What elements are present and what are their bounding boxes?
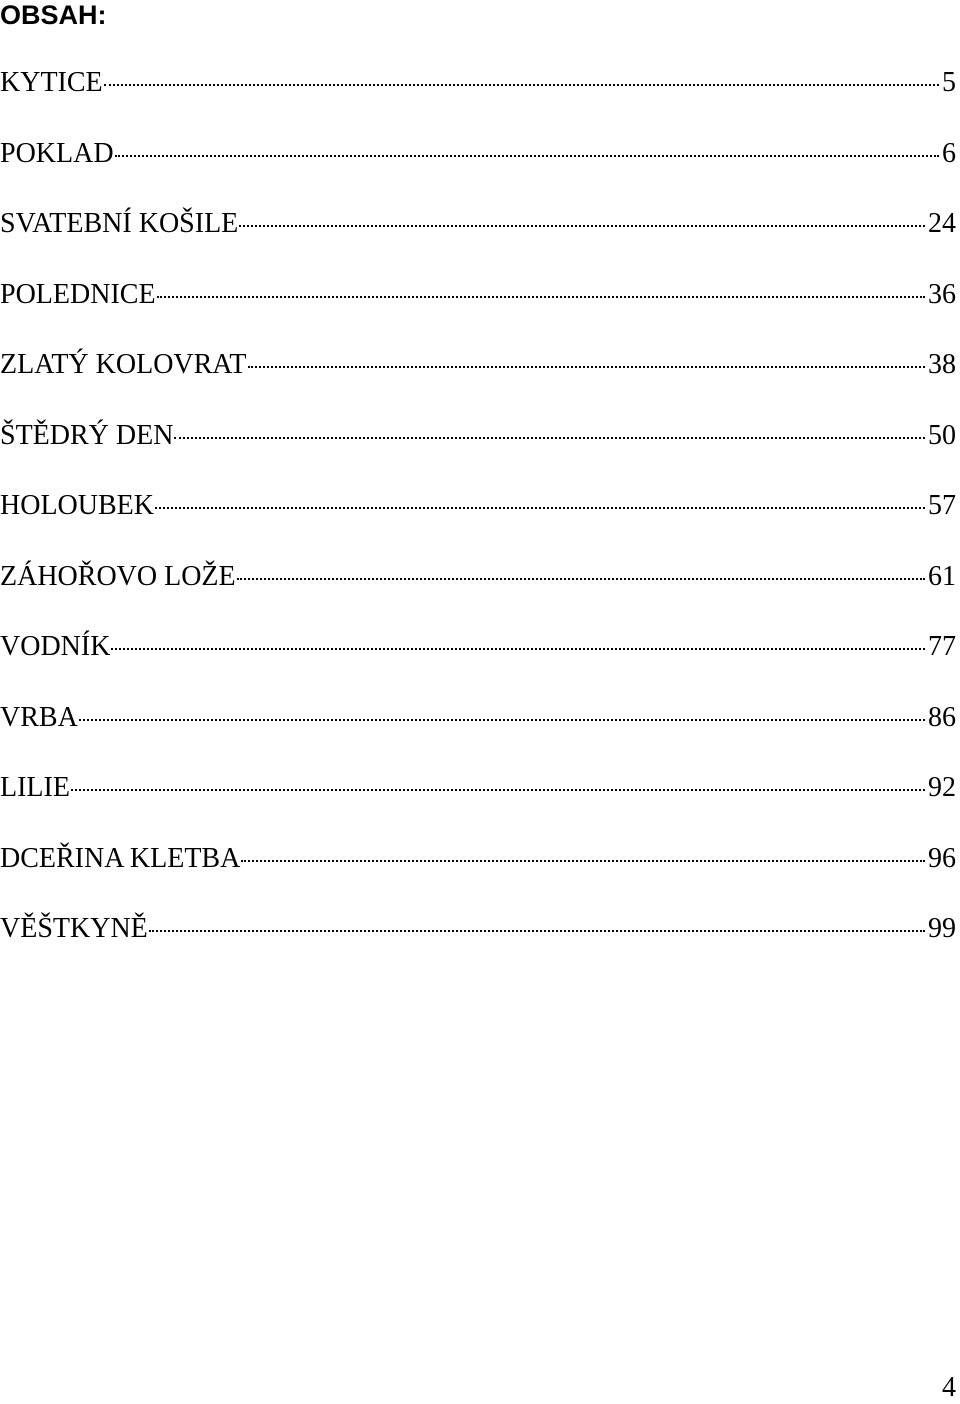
toc-entry-stedry-den[interactable] bbox=[0, 417, 956, 488]
toc-entry-page: 24 bbox=[928, 208, 956, 239]
toc-entry-page: 61 bbox=[928, 560, 956, 592]
toc-entry-title: POKLAD bbox=[0, 137, 114, 169]
toc-dot-leader bbox=[157, 296, 925, 298]
toc-dot-leader bbox=[115, 155, 939, 157]
toc-entry-svatebni-kosile[interactable] bbox=[0, 205, 956, 276]
toc-entry-page: 86 bbox=[928, 701, 956, 733]
toc-entry-page: 57 bbox=[928, 490, 956, 521]
toc-entry-title: LILIE bbox=[0, 772, 70, 803]
toc-dot-leader bbox=[248, 366, 925, 368]
toc-entry-poklad[interactable] bbox=[0, 135, 956, 206]
toc-entry-page: 99 bbox=[928, 913, 956, 944]
toc-entry-title: DCEŘINA KLETBA bbox=[0, 842, 241, 874]
toc-entry-title: ZLATÝ KOLOVRAT bbox=[0, 349, 247, 380]
toc-dot-leader bbox=[104, 84, 939, 86]
page-number: 4 bbox=[942, 1372, 956, 1403]
toc-entry-lilie[interactable] bbox=[0, 769, 956, 840]
toc-entry-title: KYTICE bbox=[0, 67, 103, 98]
table-of-contents bbox=[0, 64, 956, 981]
toc-entry-title: POLEDNICE bbox=[0, 278, 156, 310]
toc-entry-page: 5 bbox=[942, 67, 956, 98]
toc-dot-leader bbox=[71, 789, 925, 791]
toc-dot-leader bbox=[239, 225, 925, 227]
toc-entry-title: VODNÍK bbox=[0, 631, 111, 662]
toc-dot-leader bbox=[237, 578, 925, 580]
toc-entry-page: 36 bbox=[928, 278, 956, 310]
toc-entry-page: 50 bbox=[928, 419, 956, 451]
toc-entry-page: 92 bbox=[928, 772, 956, 803]
toc-entry-vodnik[interactable] bbox=[0, 628, 956, 699]
toc-entry-page: 96 bbox=[928, 842, 956, 874]
toc-entry-polednice[interactable] bbox=[0, 276, 956, 347]
toc-entry-zlaty-kolovrat[interactable] bbox=[0, 346, 956, 417]
toc-entry-dcerina-kletba[interactable] bbox=[0, 840, 956, 911]
toc-dot-leader bbox=[79, 719, 925, 721]
toc-entry-page: 77 bbox=[928, 631, 956, 662]
toc-entry-holoubek[interactable] bbox=[0, 487, 956, 558]
toc-entry-vrba[interactable] bbox=[0, 699, 956, 770]
toc-entry-title: VĚŠTKYNĚ bbox=[0, 913, 148, 944]
toc-entry-page: 38 bbox=[928, 349, 956, 380]
toc-entry-title: SVATEBNÍ KOŠILE bbox=[0, 208, 239, 239]
toc-entry-kytice[interactable] bbox=[0, 64, 956, 135]
page-title: OBSAH: bbox=[0, 0, 107, 30]
toc-entry-title: ŠTĚDRÝ DEN bbox=[0, 419, 174, 451]
toc-dot-leader bbox=[155, 507, 925, 509]
toc-entry-vestkyne[interactable] bbox=[0, 910, 956, 981]
toc-dot-leader bbox=[174, 437, 925, 439]
toc-entry-zahorovo-loze[interactable] bbox=[0, 558, 956, 629]
toc-dot-leader bbox=[111, 648, 925, 650]
toc-dot-leader bbox=[149, 930, 925, 932]
toc-dot-leader bbox=[241, 860, 925, 862]
toc-entry-title: ZÁHOŘOVO LOŽE bbox=[0, 560, 236, 592]
toc-entry-title: HOLOUBEK bbox=[0, 490, 154, 521]
toc-entry-page: 6 bbox=[942, 137, 956, 169]
toc-entry-title: VRBA bbox=[0, 701, 78, 733]
